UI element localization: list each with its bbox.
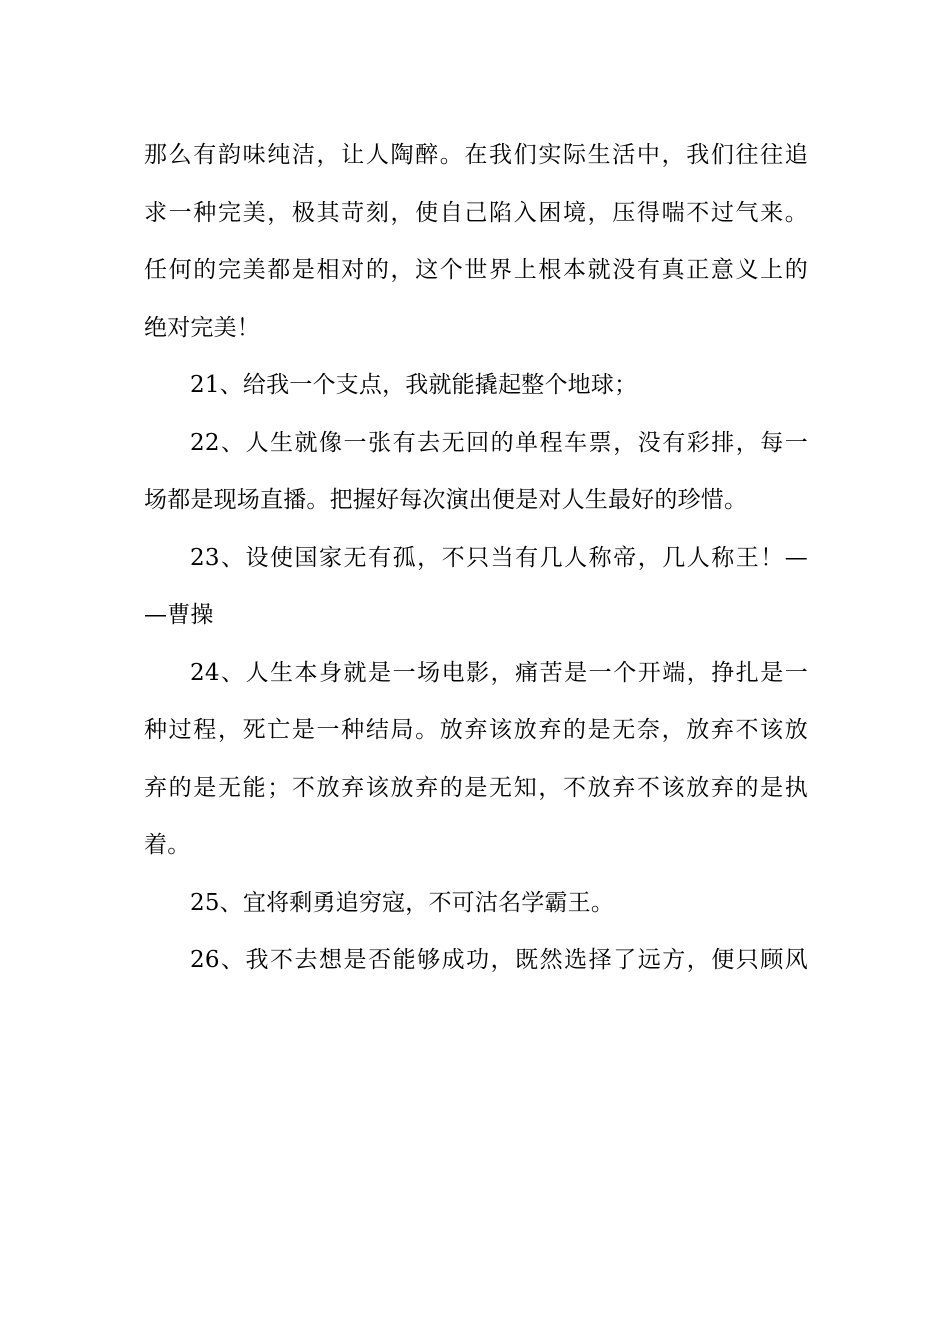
text-line: 弃的是无能；不放弃该放弃的是无知，不放弃不该放弃的是执 <box>144 774 808 801</box>
text-line: 种过程，死亡是一种结局。放弃该放弃的是无奈，放弃不该放 <box>144 717 808 743</box>
paragraph-21: 21、给我一个支点，我就能撬起整个地球； <box>190 372 638 398</box>
text-line: 那么有韵味纯洁，让人陶醉。在我们实际生活中，我们往往追 <box>144 142 808 168</box>
paragraph-25: 25、宜将剩勇追穷寇，不可沽名学霸王。 <box>190 889 615 916</box>
paragraph-24: 24、人生本身就是一场电影，痛苦是一个开端，挣扎是一 <box>190 659 808 686</box>
paragraph-23: 23、设使国家无有孤，不只当有几人称帝，几人称王！— <box>190 544 808 571</box>
text-line: 着。 <box>144 832 191 858</box>
text-line: —曹操 <box>144 602 214 628</box>
paragraph-26: 26、我不去想是否能够成功，既然选择了远方，便只顾风 <box>190 947 808 973</box>
document-body <box>144 127 808 990</box>
text-line: 绝对完美！ <box>144 314 260 341</box>
text-line: 场都是现场直播。把握好每次演出便是对人生最好的珍惜。 <box>144 487 748 513</box>
text-line: 任何的完美都是相对的，这个世界上根本就没有真正意义上的 <box>144 257 808 283</box>
paragraph-22: 22、人生就像一张有去无回的单程车票，没有彩排，每一 <box>190 429 808 456</box>
text-line: 求一种完美，极其苛刻，使自己陷入困境，压得喘不过气来。 <box>144 199 808 226</box>
